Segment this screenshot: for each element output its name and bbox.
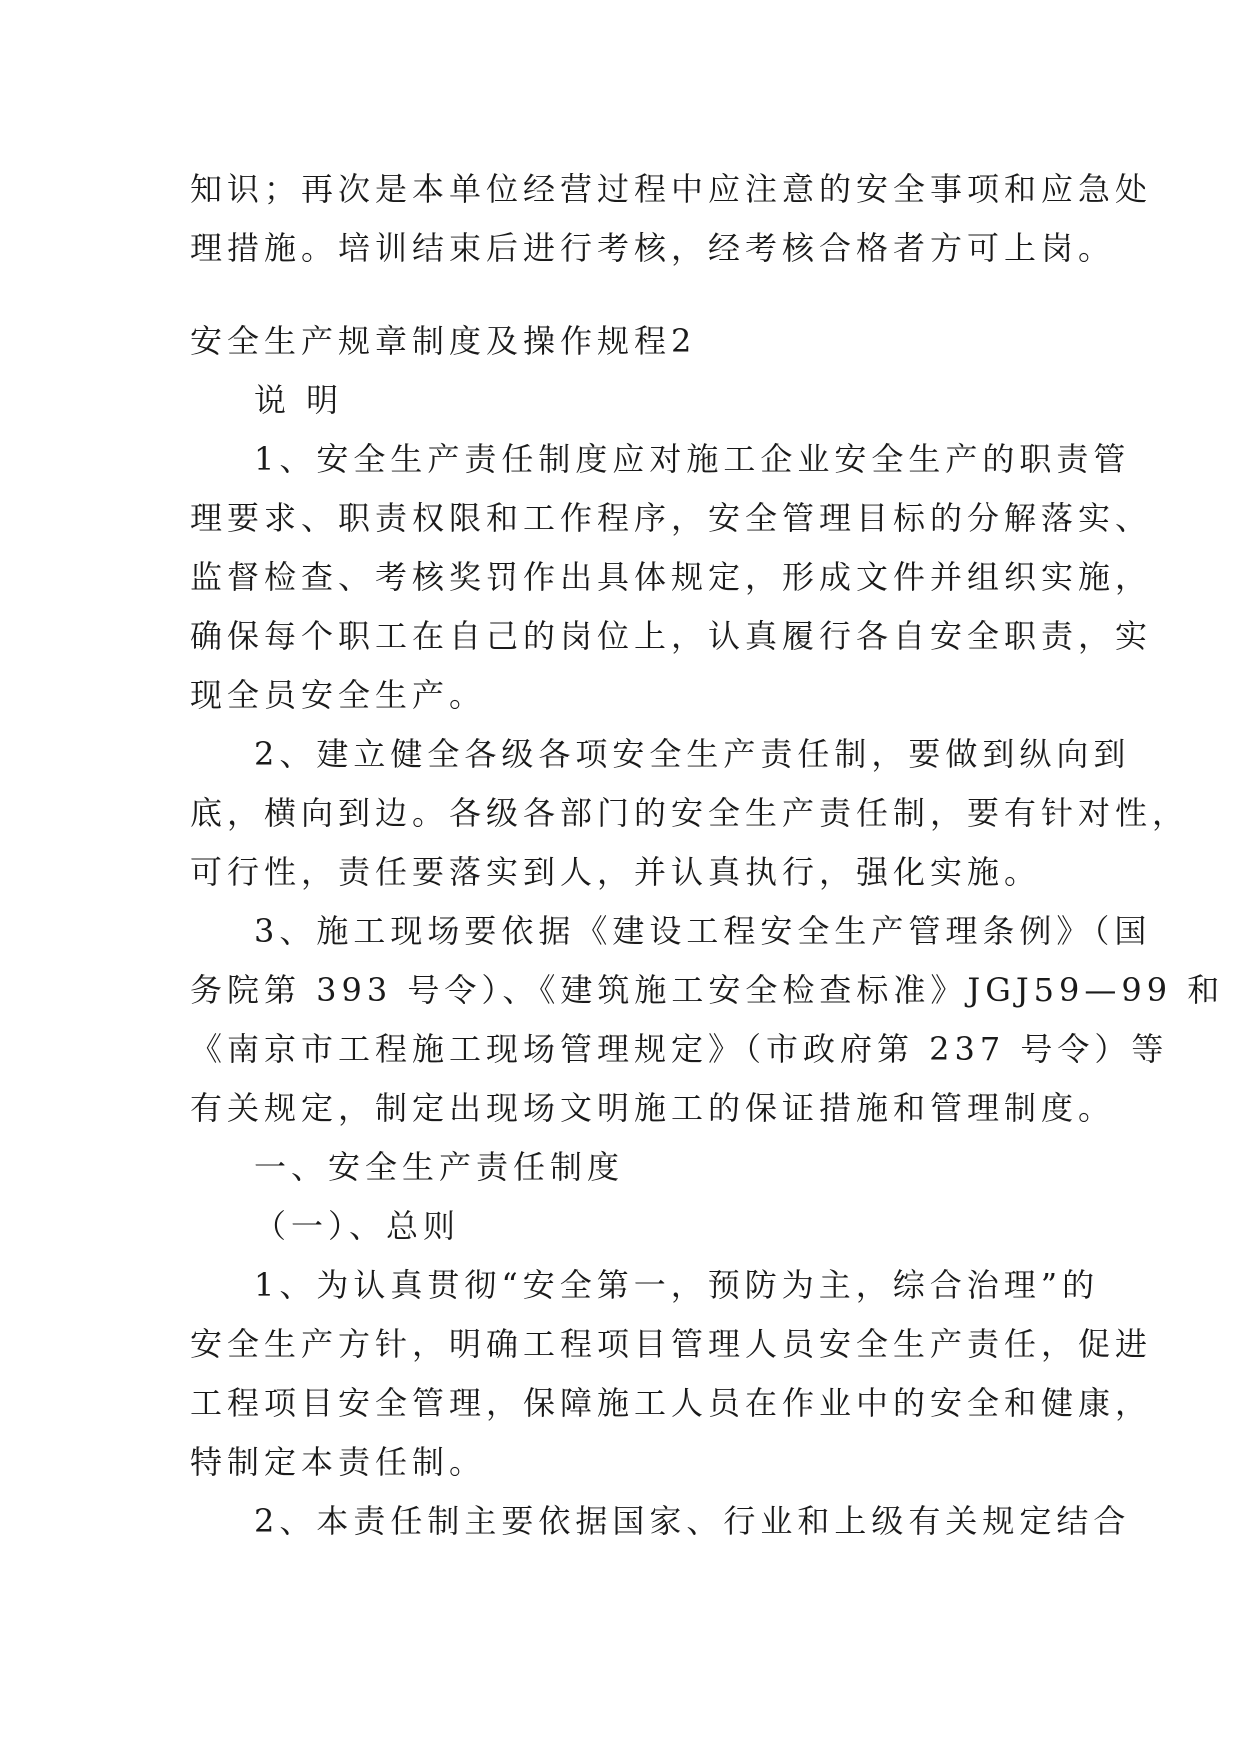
paragraph-line: 2、本责任制主要依据国家、行业和上级有关规定结合 xyxy=(254,1502,1131,1540)
paragraph-line: 2、建立健全各级各项安全生产责任制，要做到纵向到 xyxy=(254,735,1131,773)
paragraph-line: 确保每个职工在自己的岗位上，认真履行各自安全职责，实 xyxy=(190,617,1153,655)
document-body xyxy=(190,160,1225,1551)
paragraph-line: 1、为认真贯彻“安全第一，预防为主，综合治理”的 xyxy=(254,1266,1100,1304)
paragraph-line: 特制定本责任制。 xyxy=(190,1443,487,1481)
continuation-line: 知识；再次是本单位经营过程中应注意的安全事项和应急处 xyxy=(190,170,1153,208)
paragraph-line: 有关规定，制定出现场文明施工的保证措施和管理制度。 xyxy=(190,1089,1116,1127)
paragraph-line: 安全生产方针，明确工程项目管理人员安全生产责任，促进 xyxy=(190,1325,1153,1363)
paragraph-line: 1、安全生产责任制度应对施工企业安全生产的职责管 xyxy=(254,440,1131,478)
section-title: 安全生产规章制度及操作规程2 xyxy=(190,322,697,360)
subheading-responsibility-system: 一、安全生产责任制度 xyxy=(254,1148,625,1186)
paragraph-1 xyxy=(190,430,1153,725)
explanation-heading: 说 明 xyxy=(254,381,344,419)
paragraph-line: 《南京市工程施工现场管理规定》（市政府第 237 号令）等 xyxy=(190,1030,1169,1068)
paragraph-line: 底，横向到边。各级各部门的安全生产责任制，要有针对性， xyxy=(190,794,1190,832)
paragraph-4 xyxy=(190,1256,1153,1492)
section-gap xyxy=(190,278,1052,312)
paragraph-line: 监督检查、考核奖罚作出具体规定，形成文件并组织实施， xyxy=(190,558,1153,596)
paragraph-line: 现全员安全生产。 xyxy=(190,676,487,714)
paragraph-3 xyxy=(190,902,1225,1138)
paragraph-line: 工程项目安全管理，保障施工人员在作业中的安全和健康， xyxy=(190,1384,1153,1422)
paragraph-5 xyxy=(190,1492,1131,1551)
paragraph-2 xyxy=(190,725,1190,902)
paragraph-line: 可行性，责任要落实到人，并认真执行，强化实施。 xyxy=(190,853,1042,891)
paragraph-line: 理要求、职责权限和工作程序，安全管理目标的分解落实、 xyxy=(190,499,1153,537)
subheading-general-provisions: （一）、总则 xyxy=(254,1207,461,1245)
continuation-line: 理措施。培训结束后进行考核，经考核合格者方可上岗。 xyxy=(190,229,1116,267)
paragraph-line: 3、施工现场要依据《建设工程安全生产管理条例》（国 xyxy=(254,912,1152,950)
paragraph-line: 务院第 393 号令）、《建筑施工安全检查标准》JGJ59—99 和 xyxy=(190,971,1225,1009)
